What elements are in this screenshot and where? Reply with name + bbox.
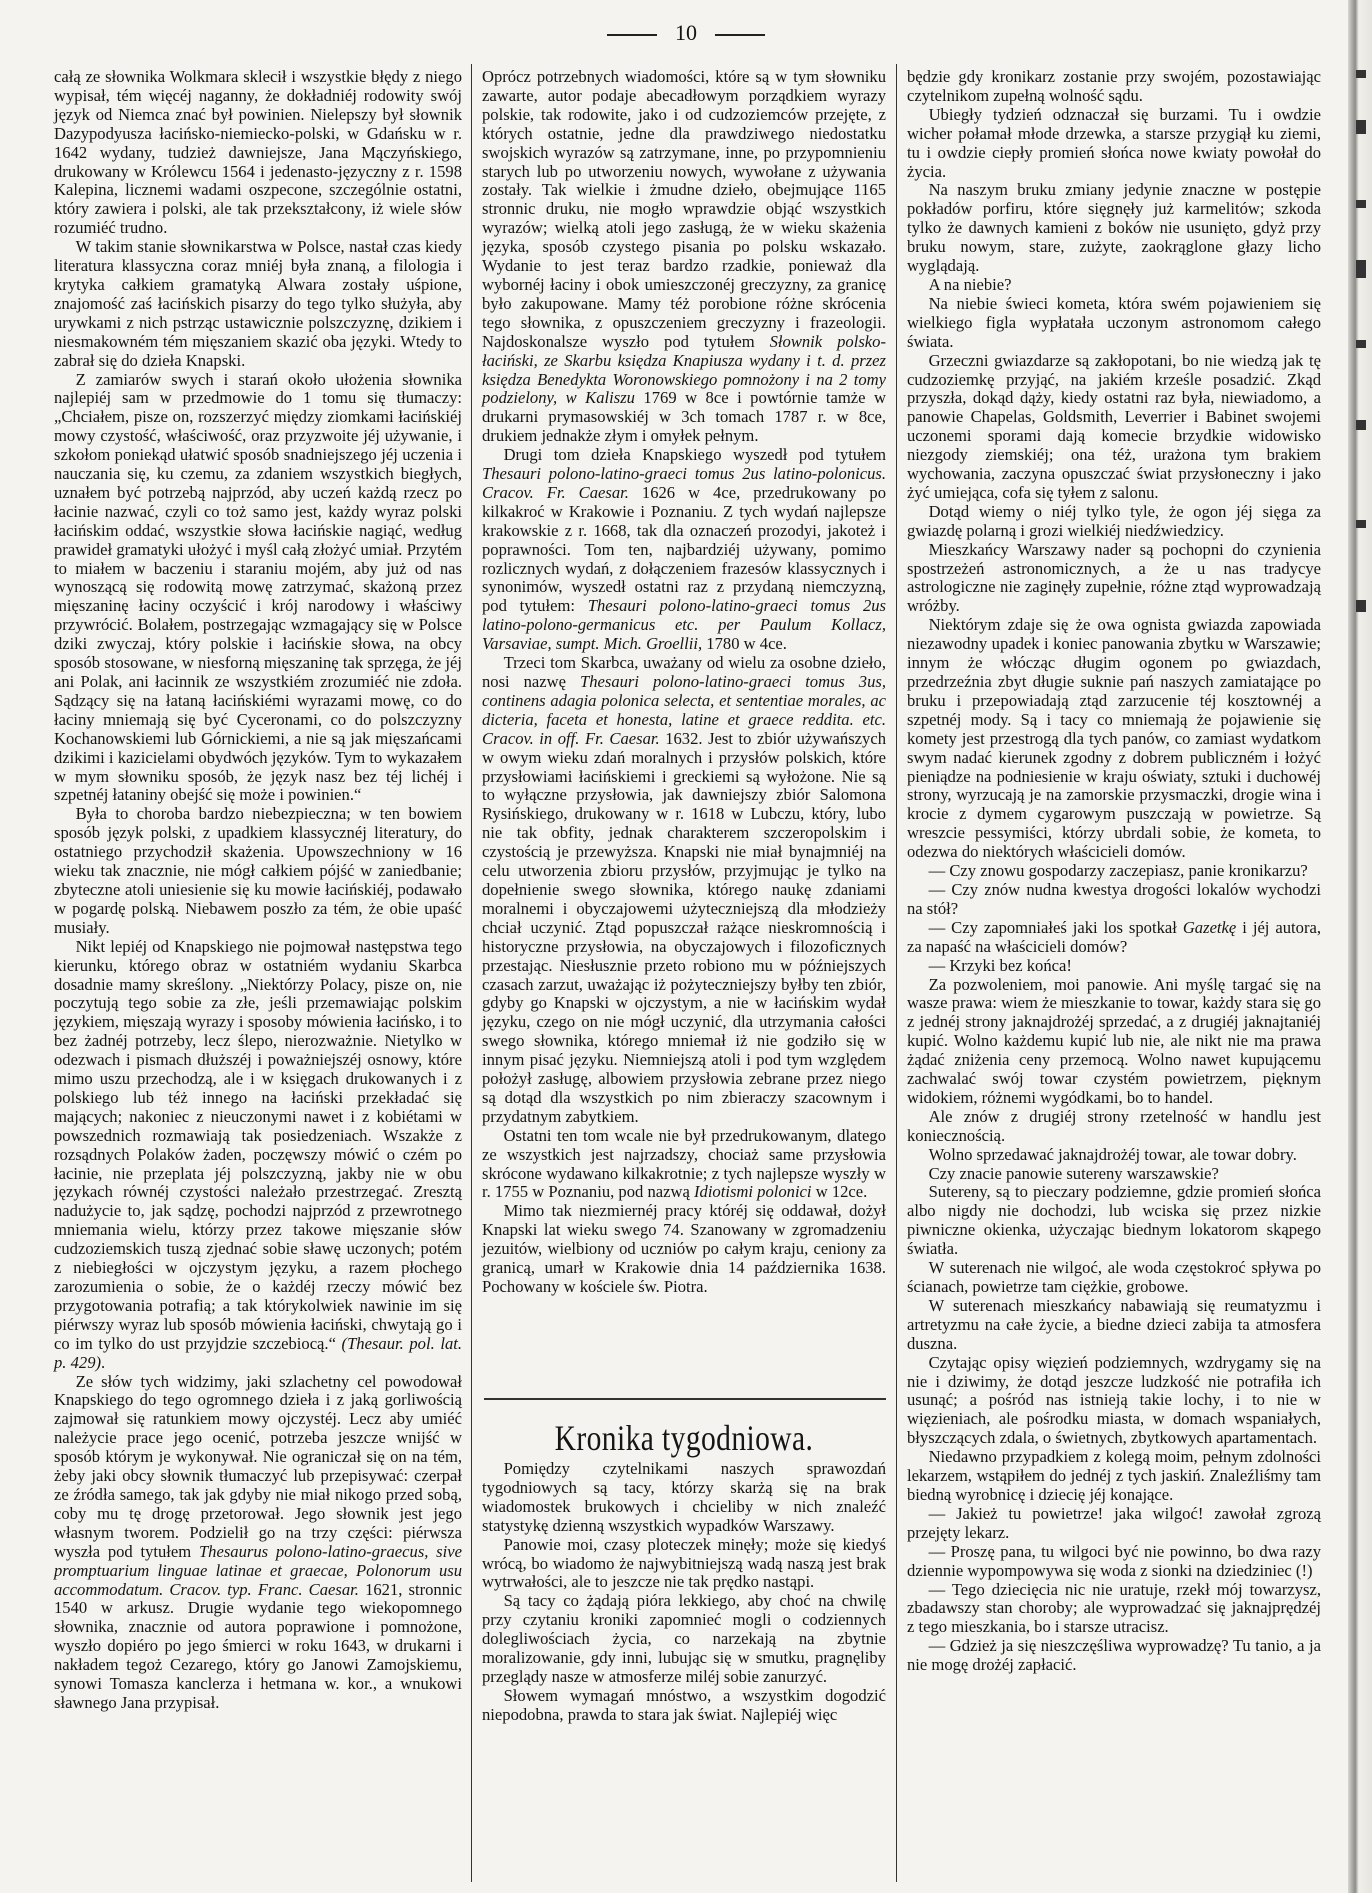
kronika-body [482, 1460, 886, 1725]
paragraph [907, 862, 1321, 881]
ornament-dash [715, 34, 765, 36]
italic-title: (Thesaur. pol. lat. p. 429) [54, 1333, 462, 1372]
text-run: W suterenach mieszkańcy nabawiają się reumatyzmu i artretyzmu na całe życie, a biedne dzieci zabija ta atmosfera duszna. [907, 1295, 1321, 1353]
text-run: Sutereny, są to pieczary podziemne, gdzie promień słońca albo nigdy nie dochodzi, lub wciska się przez nizkie piwniczne okienka, użyczając biednym lokatorom skąpego światła. [907, 1182, 1321, 1259]
text-run: Ze słów tych widzimy, jaki szlachetny cel powodował Knapskiego do tego ogromnego dzieła i z jaką gorliwością zajmował się ratunkiem mowy ojczystéj. Lecz aby umiéć należycie prace jego ocenić, potrzeba jeszcze wnijść w sposób którym je wykonywał. Nie ograniczał się on na tém, żeby jaki obcy słownik tłumaczyć lub przepisywać: czerpał ze źródła samego, tak jak gdyby nie miał nikogo przed sobą, coby mu tę drogę przetorował. Jego słownik jest jego własnym tworem. Podzielił go na trzy części: piérwsza wyszła pod tytułem [54, 1371, 462, 1561]
text-run: będzie gdy kronikarz zostanie przy swojém, pozostawiając czytelnikom zupełną wolność sądu. [907, 67, 1321, 105]
article-column-3 [907, 68, 1321, 1675]
paragraph [907, 1183, 1321, 1259]
article-column-2 [482, 68, 886, 1297]
text-run: 1632. Jest to zbiór używańszych w owym wieku zdań moralnych i przysłów polskich, które przysłowiami łacińskiemi i greckiemi są wyłożone. Nie są to wyłączne przysłowia, jak dawniejszy zbiór Salomona Rysińskiego, drukowany w r. 1618 w Lubczu, który, lubo nie tak obfity, jednak charakterem szczeropolskim i czystością je przewyższa. Knapski nie miał bynajmniéj na celu utworzenia zbioru przysłów, przyjmując je tylko na dopełnienie swego słownika, którego naukę zdaniami moralnemi i obyczajowemi użyteczniejszą dla młodzieży chciał uczynić. Ztąd popuszczał rażące nieskromnością i historyczne przysłowia, na obyczajowych i filozoficznych przestając. Niesłusznie przeto robiono mu w późniejszych czasach zarzut, uważając iż pożyteczniejszy byłby ten zbiór, gdyby go Knapski w ojczystym, a nie w łacińskim wydał języku, czego on nie mógł uczynić, dla utrzymania całości swego słownika, którego mniemał iż nie godziło się w innym pisać języku. Niemniejszą atoli i pod tym względem położył zasługę, albowiem przysłowia zebrane przez niego są dotąd dla wszystkich po nim zbieraczy szacownym i przydatnym zabytkiem. [482, 728, 886, 1126]
text-run: Trzeci tom Skarbca, uważany od wielu za osobne dzieło, nosi nazwę [482, 653, 886, 691]
paragraph [54, 1373, 462, 1713]
italic-title: Gazetkę [1182, 917, 1237, 937]
text-run: Ubiegły tydzień odznaczał się burzami. Tu i owdzie wicher połamał młode drzewka, a starsze przygiął ku ziemi, tu i owdzie ciepły promień słońca nowe kwiaty powołał do życia. [907, 104, 1321, 181]
paragraph [907, 541, 1321, 617]
italic-title: Thesaurus polono-latino-graecus, sive promptuarium linguae latinae et graecae, Polonorum usu accommodatum. Cracov. typ. Franc. Caesar. [54, 1541, 462, 1599]
text-run: Pomiędzy czytelnikami naszych sprawozdań tygodniowych są tacy, którzy skarżą się na brak wiadomostek brukowych i chcieliby w nich znaleźć statystykę dzienną wszystkich wypadków Warszawy. [482, 1459, 886, 1535]
paragraph [907, 1297, 1321, 1354]
paragraph [907, 1581, 1321, 1638]
italic-title: Idiotismi polonici [694, 1182, 812, 1202]
ornament-dash [607, 34, 657, 36]
text-run: Na niebie świeci kometa, która swém pojawieniem się wielkiego figla wypłatała uczonym astronomom całego świata. [907, 293, 1321, 351]
paragraph [54, 938, 462, 1373]
paragraph [907, 1505, 1321, 1543]
text-run: Nikt lepiéj od Knapskiego nie pojmował następstwa tego kierunku, którego obraz w ostatniém wydaniu Skarbca dosadnie mamy skreślony. „Niektórzy Polacy, pisze on, nie poczytują tego sobie za złe, jeśli przemawiając polskim językiem, mięszają wyrazy i sposoby mówienia łacińsko, i to bez żadnéj potrzeby, lecz ślepo, nierozważnie. Nietylko w odezwach i pismach dłuższéj i poważniejszéj osnowy, które mimo uszu przechodzą, ale i w księgach drukowanych i z polskiego lub téż innego na łaciński przekładać się mających; nakoniec z nieuczonymi nawet i z kobiétami w powszednich rozmawiają tak posiedzeniach. Wszakże z rozsądnych Polaków żaden, poczęwszy mówić o czém po łacinie, nie przeplata jéj polszczyzną, jakby nie w obu językach równéj czystości należało przestrzegać. Zresztą nadużycie to, jak sądzę, pochodzi najprzód z przewrotnego mniemania wielu, którzy przez takowe mięszanie słów cudzoziemskich tuszą zjednać sobie sławę uczonych; potém z niebiegłości w ojczystym języku, a razem płochego zarozumienia o sobie, że o każdéj rzeczy mówić bez przygotowania potrafią; a tak którykolwiek nawinie im się piérwszy wyraz lub sposób mówienia łaciński, chwytają go i co im tylko do ust przyjdzie szczebiocą.“ [54, 936, 462, 1353]
text-run: — Jakież tu powietrze! jaka wilgoć! zawołał zgrozą przejęty lekarz. [907, 1503, 1321, 1542]
text-run: Czytając opisy więzień podziemnych, wzdrygamy się na nie i dziwimy, że dotąd jeszcze ludzkość nie potrafiła ich usunąć; a pośród nas istnieją takie lochy, i to nie w więzieniach, ale pośrodku miasta, w domach wspaniałych, błyszczących zdala, o świetnych, zbytkowych apartamentach. [907, 1352, 1321, 1448]
paragraph [907, 881, 1321, 919]
paragraph [907, 106, 1321, 182]
paragraph [482, 1202, 886, 1297]
text-run: Z zamiarów swych i starań około ułożenia słownika najlepiéj sam w przedmowie do 1 tomu się tłumaczy: „Chciałem, pisze on, rozszerzyć między ziomkami łacińskiéj mowy czystość, właściwość, oraz przyzwoite jéj używanie, i szkołom poniekąd ułatwić sposób snadniejszego jéj uczenia i nauczania się, ku czemu, za zdaniem wszystkich biegłych, uznałem być potrzebą najprzód, aby uczeń każdą rzecz po łacinie nazwać, czyli co toż samo jest, każdy wyraz polski łacińskim oddać, wszystkie słowa łacińskie nagiąć, według prawideł gramatyki ułożyć i myśl całą złożyć umiał. Przytém to miałem w baczeniu i staraniu mojém, aby już od nas wynoszącą się rodowitą mowę zatrzymać, skażoną przez mięszaninę łaciny oczyścić i krój narodowy i właściwy przywrócić. Bolałem, postrzegając wzmagający się w Polsce dziki zwyczaj, który polskie i łacińskie słowa, na obcy sposób stosowane, w niesforną mięszaninę tak sprzęga, że jéj ani Polak, ani łacinnik ze wszystkiém zrozumiéć nie zdoła. Sądzący się na łataną łacińskiémi wyrazami mowę, co do łaciny mniemają się być Cyceronami, co do polszczyzny Kochanowskiemi lub Górnickiemi, a nie są jak mięszańcami dzikimi i kazicielami obydwóch języków. Tym to wykazałem w mym słowniku sposób, że język nasz bez téj lichéj i szpetnéj łataniny obejść się może i powinien.“ [54, 369, 462, 805]
text-run: Słowem wymagań mnóstwo, a wszystkim dogodzić niepodobna, prawda to stara jak świat. Najlepiéj więc [482, 1685, 886, 1724]
paragraph [54, 805, 462, 937]
paragraph [54, 371, 462, 806]
article-column-1 [54, 68, 462, 1713]
paragraph [907, 1543, 1321, 1581]
text-run: Są tacy co żądają pióra lekkiego, aby choć na chwilę przy czytaniu kroniki zapomnieć mogli o codziennych dolegliwościach życia, co narzekają na zbytnie moralizowanie, gdy inni, lubując się w smutku, pragnęliby przeglądy nasze w atmosferze miléj sobie zanurzyć. [482, 1591, 886, 1686]
paragraph [907, 352, 1321, 503]
italic-title: Thesauri polono-latino-graeci tomus 2us latino-polonicus. Cracov. Fr. Caesar. [482, 464, 886, 502]
page-number-text: 10 [675, 20, 697, 45]
text-run: Była to choroba bardzo niebezpieczna; w ten bowiem sposób język polski, z upadkiem klassycznéj literatury, do ostatniego przychodził skażenia. Upowszechniony w 16 wieku tak znacznie, nie mógł całkiem pójść w zaniedbanie; zbyteczne atoli uniesienie się ku mowie łacińskiéj, podawało w pogardę polską. Niebawem poszło za tém, że obie upaść musiały. [54, 804, 462, 937]
kronika-section [482, 1416, 886, 1725]
text-run: 1769 w 8ce i powtórnie tamże w drukarni prymasowskiéj w 3ch tomach 1787 r. w 8ce, drukiem jednakże złym i omyłek pełnym. [482, 388, 886, 446]
paragraph [482, 1536, 886, 1593]
paragraph [482, 446, 886, 654]
text-run: Grzeczni gwiazdarze są zakłopotani, bo nie wiedzą jak tę cudzoziemkę przyjąć, na jakiém krześle posadzić. Zkąd przyszła, dokąd dąży, kiedy ostatni raz była, niewiadomo, a panowie Chapelas, Goldsmith, Leverrier i Babinet swojemi uczonemi sporami dają komecie brzydkie widowisko niezgody ziemskiéj; ona téż, urażona tym brakiem wychowania, zaczyna opuszczać świat przysłoneczny i jako żyć umiejąca, cofa się tyłem z salonu. [907, 350, 1321, 502]
paragraph [907, 181, 1321, 276]
paragraph [907, 276, 1321, 295]
paragraph [907, 1637, 1321, 1675]
text-run: Na naszym bruku zmiany jedynie znaczne w postępie pokładów porfiru, które sięgnęły już karmelitów; szkoda tylko że dawnych kamieni z boków nie usunięto, gdyż przy bruku nowym, stare, zużyte, zaokrąglone głazy licho wyglądają. [907, 180, 1321, 276]
text-run: Panowie moi, czasy ploteczek minęły; może się kiedyś wrócą, bo wiadomo że najwybitniejszą wadą naszą jest brak wytrwałości, ale to jeszcze nie tak prędko nastąpi. [482, 1534, 886, 1592]
paragraph [907, 1448, 1321, 1505]
text-run: Drugi tom dzieła Knapskiego wyszedł pod tytułem [503, 445, 886, 465]
paragraph [482, 1460, 886, 1536]
section-divider [484, 1398, 886, 1400]
paragraph [54, 238, 462, 370]
paragraph [907, 976, 1321, 1108]
text-run: — Czy znowu gospodarzy zaczepiasz, panie kronikarzu? [928, 861, 1308, 881]
text-run: Za pozwoleniem, moi panowie. Ani myślę targać się na wasze prawa: wiem że mieszkanie to towar, każdy stara się go z jednéj strony jaknajdrożéj sprzedać, a z drugiéj jaknajtaniéj kupić. Wolno każdemu kupić lub nie, ale nikt nie ma prawa żądać zniżenia ceny przemocą. Wolno nawet kupującemu zachwalać swój towar czystém powietrzem, pięknym widokiem, różnemi wygódkami, bo to handel. [907, 974, 1321, 1107]
text-run: — Czy zapomniałeś jaki los spotkał [928, 917, 1183, 937]
paragraph [54, 68, 462, 238]
text-run: — Krzyki bez końca! [928, 955, 1072, 975]
italic-title: Thesauri polono-latino-graeci tomus 3us, continens adagia polonica selecta, et sententiae morales, ac dicteria, faceta et honesta, latine et graece reddita. etc. Cracov. in off. Fr. Caesar. [482, 672, 887, 748]
text-run: całą ze słownika Wolkmara sklecił i wszystkie błędy z niego wypisał, tém więcéj naganny, że dokładniéj rodowity swój język od Niemca znać był powinien. Nielepszy był słownik Dazypodyusza łacińsko-niemiecko-polski, w Gdańsku w r. 1642 wydany, tudzież dawniejsze, Jana Mączyńskiego, drukowany w Królewcu 1564 i jedenasto-języczny z r. 1598 Kalepina, licznemi wadami oszpecone, szczególnie ostatni, który zawiera i polski, ale tak przekształcony, iż wiele słów rozumiéć trudno. [54, 67, 462, 238]
text-run: — Tego dziecięcia nic nie uratuje, rzekł mój towarzysz, zbadawszy stan choroby; ale wyprowadzać się jaknajprędzéj z tego mieszkania, bo i starsze utracisz. [907, 1579, 1321, 1637]
text-run: 1621, stronnic 1540 w arkusz. Drugie wydanie tego wiekopomnego słownika, znacznie od autora poprawione i pomnożone, wyszło dopiéro po jego śmierci w roku 1643, w drukarni i nakładem tegoż Cezarego, który go Janowi Zamojskiemu, synowi Tomasza kanclerza i hetmana w. kor., a wnukowi sławnego Jana przypisał. [54, 1579, 462, 1712]
text-run: Oprócz potrzebnych wiadomości, które są w tym słowniku zawarte, autor podaje abecadłowym porządkiem wyrazy polskie, tak rodowite, jako i od cudzoziemców przejęte, z których ostatnie, jedne dla prawdziwego niedostatku swojskich wyrazów są zatrzymane, inne, po przypomnieniu starych lub po utworzeniu nowych, wywołane z używania zostały. Tak wielkie i żmudne dzieło, obejmujące 1165 stronnic druku, nie mogło wprawdzie objąć wszystkich wyrazów; wielką atoli jego zasługą, że w wieku skażenia języka, sposób czystego pisania po polsku wskazało. Wydanie to jest teraz bardzo rzadkie, ponieważ dla wybornéj łaciny i obok umieszczonéj greczyzny, za granicę było zakupowane. Mamy téż porobione różne skrócenia tego słownika, z opuszczeniem greczyzny i frazeologii. Najdoskonalsze wyszło pod tytułem [482, 67, 886, 351]
paragraph [907, 503, 1321, 541]
text-run: 1626 w 4ce, przedrukowany po kilkakroć w Krakowie i Poznaniu. Z tych wydań najlepsze krakowskie z r. 1668, tak dla oznaczeń prozodyi, jakoteż i poprawności. Tom ten, najbardziéj używany, pomimo rozlicznych wydań, z dołączeniem frazesów klassycznych i synonimów, wyszedł ostatni raz z przydaną niemczyzną, pod tytułem: [482, 482, 886, 616]
text-run: W suterenach nie wilgoć, ale woda częstokroć spływa po ścianach, powietrze tam ciężkie, grobowe. [907, 1258, 1321, 1296]
text-run: — Proszę pana, tu wilgoci być nie powinno, bo dwa razy dziennie wypompowywa się woda z sionki na dziedziniec (!) [907, 1541, 1321, 1580]
paragraph [907, 1259, 1321, 1297]
italic-title: Thesauri polono-latino-graeci tomus 2us latino-polono-germanicus etc. per Paulum Kollacz, Varsaviae, sumpt. Mich. Groellii, [482, 596, 886, 654]
text-run: W takim stanie słownikarstwa w Polsce, nastał czas kiedy literatura klassyczna coraz mniéj była znaną, a filologia i krytyka całkiem gramatyką Alwara zostały uśpione, znajomość zaś łacińskich pisarzy do tego tylko służyła, aby urywkami z nich pstrząc ustawicznie polszczyznę, dzikiem i niesmakowném tém mięszaniem skazić oba języki. Wtedy to zabrał się do dzieła Knapski. [54, 237, 462, 370]
paragraph [482, 68, 886, 446]
column-divider [471, 64, 472, 1882]
paragraph [907, 616, 1321, 862]
paragraph [907, 68, 1321, 106]
text-run: — Czy znów nudna kwestya drogości lokalów wychodzi na stół? [907, 879, 1321, 918]
paragraph [907, 1146, 1321, 1165]
text-run: 1780 w 4ce. [702, 634, 787, 654]
text-run: Mimo tak niezmiernéj pracy któréj się oddawał, dożył Knapski lat wieku swego 74. Szanowany w zgromadzeniu jezuitów, wielbiony od uczniów po całym kraju, ceniony za granicą, umarł w Krakowie dnia 14 października 1638. Pochowany w kościele św. Piotra. [482, 1201, 886, 1296]
paragraph [907, 919, 1321, 957]
adjacent-page-edge [1348, 0, 1372, 1893]
paragraph [907, 1165, 1321, 1184]
text-run: Wolno sprzedawać jaknajdrożéj towar, ale towar dobry. [928, 1144, 1297, 1164]
text-run: Niektórym zdaje się że owa ognista gwiazda zapowiada niezawodny upadek i koniec panowania zbytku w Warszawie; innym że włócząc długim ogonem po gwiazdach, przedrzeźnia zbyt długie suknie pań naszych zamiatające po bruku i przepowiadają ztąd zarzucenie téj kosztownéj a szpetnéj mody. Są i tacy co mniemają że pojawienie się komety jest przestrogą dla tych panów, co zamiast wydatkom swym nadać kierunek zgodny z dobrem publiczném i łożyć pieniądze na podniesienie w kraju oświaty, sztuki i duchowéj strony, wyrzucają je na zamorskie przysmaczki, drogie wina i krocie z dymem cygarowym puszczają w powietrze. Są wreszcie pessymiści, którzy ubrdali sobie, że kometa, to odezwa do niektórych właścicieli domów. [907, 615, 1321, 862]
text-run: . [101, 1352, 106, 1372]
paragraph [482, 1127, 886, 1203]
text-run: Niedawno przypadkiem z kolegą moim, pełnym zdolności lekarzem, wstąpiłem do jednéj z tych jaskiń. Znaleźliśmy tam biedną wyrobnicę i dziecię jéj konające. [907, 1447, 1321, 1504]
text-run: Mieszkańcy Warszawy nader są pochopni do czynienia spostrzeżeń astronomicznych, a że u nas tradycye astrologiczne nie zaginęły zupełnie, różne ztąd wyprowadzają wróżby. [907, 539, 1321, 616]
paragraph [907, 957, 1321, 976]
column-divider [896, 64, 897, 1882]
text-run: — Gdzież ja się nieszczęśliwa wyprowadzę? Tu tanio, a ja nie mogę drożéj zapłacić. [907, 1636, 1321, 1675]
italic-title: Słownik polsko-łaciński, ze Skarbu księdza Knapiusza wydany i t. d. przez księdza Benedykta Woronowskiego pomnożony i na 2 tomy podzielony, w Kaliszu [482, 331, 886, 408]
paragraph [907, 1108, 1321, 1146]
text-run: Dotąd wiemy o niéj tylko tyle, że ogon jéj sięga za gwiazdę polarną i grozi wielkiéj niedźwiedzicy. [907, 501, 1321, 540]
text-run: i jéj autora, za napaść na właścicieli domów? [907, 917, 1321, 956]
paragraph [482, 1687, 886, 1725]
page-number [0, 20, 1372, 46]
text-run: w 12ce. [811, 1182, 868, 1202]
text-run: Czy znacie panowie sutereny warszawskie? [928, 1163, 1219, 1183]
text-run: A na niebie? [928, 274, 1012, 294]
paragraph [907, 1354, 1321, 1449]
text-run: Ale znów z drugiéj strony rzetelność w handlu jest koniecznością. [907, 1106, 1321, 1145]
text-run: Ostatni ten tom wcale nie był przedrukowanym, dlatego ze wszystkich jest najrzadszy, chociaż same przysłowia skrócone wydawano kilkakrotnie; z tych najlepsze wyszły w r. 1755 w Poznaniu, pod nazwą [482, 1125, 886, 1202]
paragraph [482, 1592, 886, 1687]
paragraph [907, 295, 1321, 352]
paragraph [482, 654, 886, 1127]
section-heading: Kronika tygodniowa. [554, 1418, 814, 1458]
